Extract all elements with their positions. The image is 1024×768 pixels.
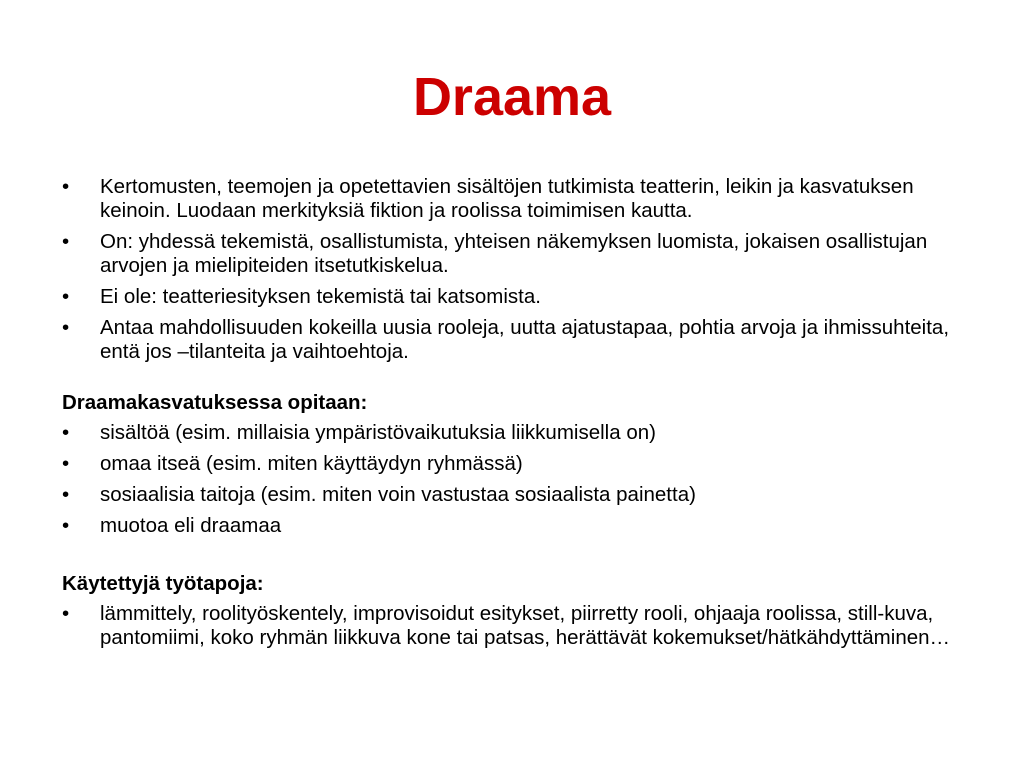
list-item: [62, 514, 962, 538]
bullet-icon: •: [62, 285, 70, 308]
bullet-icon: •: [62, 452, 70, 475]
list-item: [62, 602, 962, 650]
methods-list: [62, 602, 962, 650]
slide-title: Draama: [412, 67, 612, 127]
list-item: [62, 452, 962, 476]
list-item-text: On: yhdessä tekemistä, osallistumista, yhteisen näkemyksen luomista, jokaisen osallistujan arvojen ja mielipiteiden itsetutkiskelua.: [100, 230, 928, 277]
bullet-icon: •: [62, 230, 70, 253]
list-item-text: Kertomusten, teemojen ja opetettavien sisältöjen tutkimista teatterin, leikin ja kasvatuksen keinoin. Luodaan merkityksiä fiktion ja roolissa toimimisen kautta.: [100, 175, 914, 222]
list-item: [62, 316, 962, 364]
bullet-icon: •: [62, 316, 70, 339]
bullet-icon: •: [62, 483, 70, 506]
intro-list: [62, 175, 962, 364]
list-item-text: lämmittely, roolityöskentely, improvisoidut esitykset, piirretty rooli, ohjaaja roolissa, still-kuva, pantomiimi, koko ryhmän liikkuva kone tai patsas, herättävät kokemukset/hätkähdyttäminen…: [100, 602, 951, 649]
list-item: [62, 285, 962, 309]
learn-heading: Draamakasvatuksessa opitaan:: [62, 391, 368, 414]
list-item-text: muotoa eli draamaa: [100, 514, 282, 537]
bullet-icon: •: [62, 421, 70, 444]
list-item-text: sosiaalisia taitoja (esim. miten voin vastustaa sosiaalista painetta): [100, 483, 696, 506]
list-item-text: sisältöä (esim. millaisia ympäristövaikutuksia liikkumisella on): [100, 421, 656, 444]
bullet-icon: •: [62, 602, 70, 625]
list-item: [62, 175, 962, 223]
list-item-text: omaa itseä (esim. miten käyttäydyn ryhmässä): [100, 452, 523, 475]
spacer: [62, 371, 962, 391]
spacer: [62, 545, 962, 572]
list-item: [62, 483, 962, 507]
list-item-text: Ei ole: teatteriesityksen tekemistä tai katsomista.: [100, 285, 541, 308]
learn-list: [62, 421, 962, 538]
list-item-text: Antaa mahdollisuuden kokeilla uusia rooleja, uutta ajatustapaa, pohtia arvoja ja ihmissuhteita, entä jos –tilanteita ja vaihtoehtoja.: [100, 316, 950, 363]
list-item: [62, 421, 962, 445]
bullet-icon: •: [62, 175, 70, 198]
methods-heading: Käytettyjä työtapoja:: [62, 572, 264, 595]
slide-content: [62, 175, 962, 657]
bullet-icon: •: [62, 514, 70, 537]
list-item: [62, 230, 962, 278]
